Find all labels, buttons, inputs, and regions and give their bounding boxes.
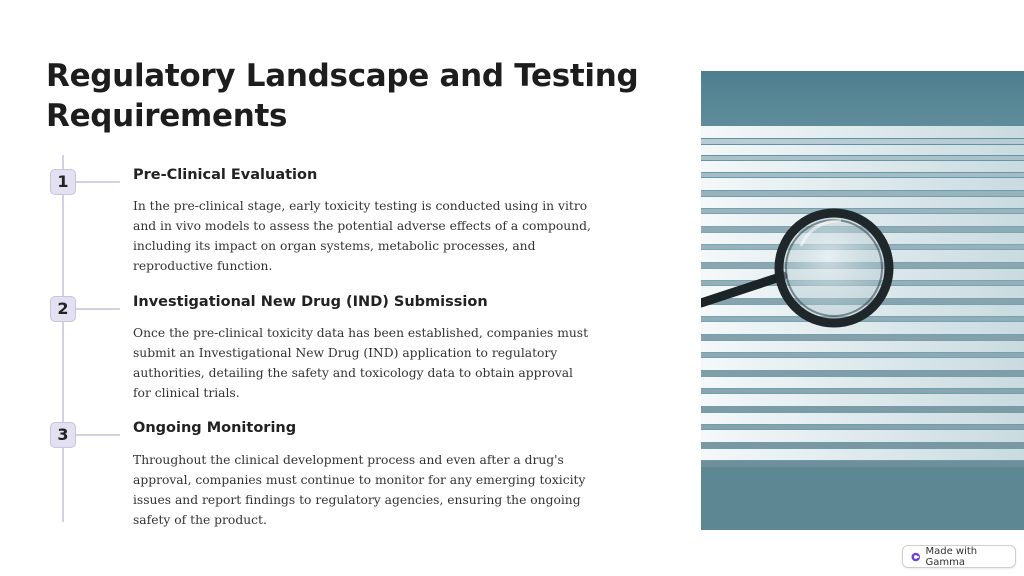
step-title: Ongoing Monitoring <box>133 420 297 436</box>
step-connector <box>76 181 120 183</box>
step-title: Investigational New Drug (IND) Submission <box>133 294 488 310</box>
step-title: Pre-Clinical Evaluation <box>133 167 318 183</box>
step-number-badge: 2 <box>50 296 76 322</box>
papers-magnifier-photo <box>701 71 1024 530</box>
gamma-logo-icon <box>911 552 920 562</box>
step-connector <box>76 434 120 436</box>
made-with-gamma-badge[interactable] <box>902 545 1016 568</box>
step-number-badge: 3 <box>50 422 76 448</box>
step-description: Throughout the clinical development process and even after a drug's approval, companies must continue to monitor for any emerging toxicity issues and report findings to regulatory agencies, ensuring the ongoing safety of the product. <box>133 453 586 527</box>
step-description: In the pre-clinical stage, early toxicity testing is conducted using in vitro and in vivo models to assess the potential adverse effects of a compound, including its impact on organ systems, metabolic processes, and reproductive function. <box>133 199 591 273</box>
step-description: Once the pre-clinical toxicity data has been established, companies must submit an Investigational New Drug (IND) application to regulatory authorities, detailing the safety and toxicology data to obtain approval for clinical trials. <box>133 326 589 400</box>
step-number-badge: 1 <box>50 169 76 195</box>
page-title: Regulatory Landscape and Testing Requirements <box>46 58 639 134</box>
timeline-line <box>62 155 64 522</box>
step-connector <box>76 308 120 310</box>
gamma-badge-label: Made with Gamma <box>925 545 978 568</box>
